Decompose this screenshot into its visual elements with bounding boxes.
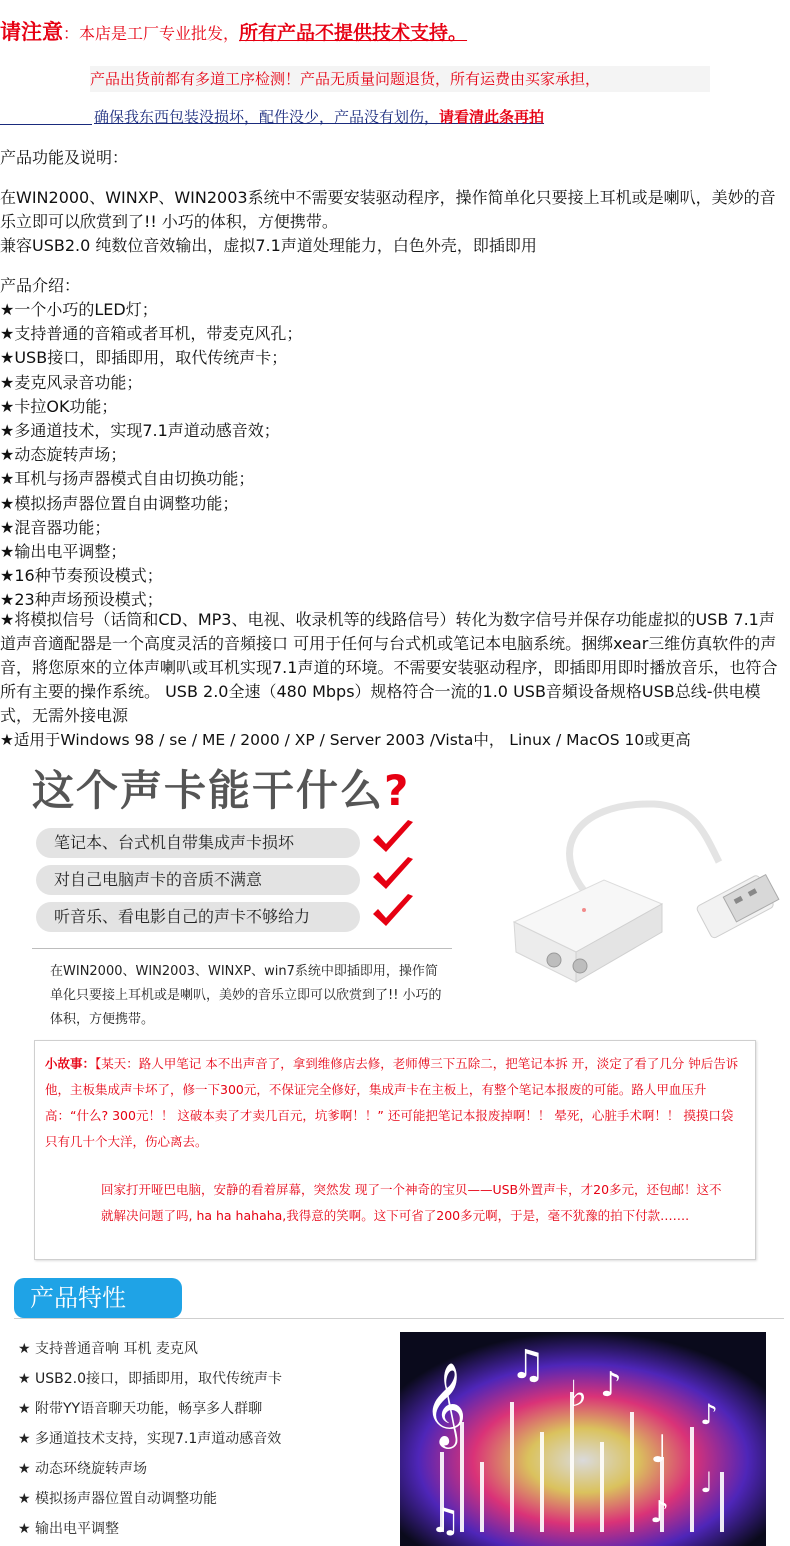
banner-description: 在WIN2000、WIN2003、WINXP、win7系统中即插即用，操作简单化只要接上耳机或是喇叭，美妙的音乐立即可以欣赏到了!! 小巧的体积，方便携带。: [50, 964, 442, 1027]
list-item: ★麦克风录音功能；: [0, 372, 143, 392]
intro-long-item: ★将模拟信号（话筒和CD、MP3、电视、收录机等的线路信号）转化为数字信号并保存功能虚拟的USB 7.1声道声音適配器是一个高度灵活的音頻接口 可用于任何与台式机或笔记本电脑系统。捆绑xear三维仿真软件的声音，將您原來的立体声喇叭或耳机实现7.1声道的环境。不需要安装驱动程序，即插即用即时播放音乐，也符合所有主要的操作系统。 USB 2.0全速（480 Mbps）规格符合一流的1.0 USB音頻设备规格USB总线-供电模式，无需外接电源: [0, 610, 778, 725]
list-item: ★模拟扬声器位置自由调整功能；: [0, 493, 239, 513]
list-item: ★ 模拟扬声器位置自动调整功能: [18, 1491, 218, 1507]
list-item: ★ USB2.0接口，即插即用，取代传统声卡: [18, 1371, 283, 1387]
notice-colon: ：: [63, 24, 80, 43]
list-item: ★ 支持普通音响 耳机 麦克风: [18, 1341, 198, 1357]
banner-product-features: [0, 1266, 790, 1546]
features-title: 产品特性: [14, 1278, 182, 1318]
features-list: [18, 1334, 378, 1544]
check-icon: [370, 855, 416, 895]
divider: [14, 1318, 784, 1319]
story-label: 小故事：: [45, 1056, 96, 1071]
benefit-pill: 笔记本、台式机自带集成声卡损坏: [36, 828, 360, 858]
svg-text:♩: ♩: [700, 1466, 714, 1499]
banner-what-it-does: [24, 752, 790, 1264]
list-item: ★ 附带YY语音聊天功能，畅享多人群聊: [18, 1401, 263, 1417]
notice-line-3-red: 请看清此条再拍: [439, 108, 545, 126]
list-item: ★USB接口，即插即用，取代传统声卡；: [0, 348, 288, 368]
story-box: [34, 1040, 756, 1260]
notice-label: 请注意: [0, 20, 63, 44]
story-paragraph-1: 小故事：【某天：路人甲笔记 本不出声音了，拿到维修店去修，老师傅三下五除二，把笔记本拆 开，淡定了看了几分 钟后告诉他，主板集成声卡坏了，修一下300元，不保证完全修好，集成声卡在主板上，有整个笔记本报废的可能。路人甲血压升高：“什么? 300元！！ 这破本卖了才卖几百元，坑爹啊！！” 还可能把笔记本报废掉啊！！ 晕死，心脏手术啊！！ 摸摸口袋只有几十个大洋，伤心离去。: [45, 1056, 739, 1149]
list-item: ★卡拉OK功能；: [0, 396, 118, 416]
svg-text:♪: ♪: [700, 1398, 718, 1431]
notice-line-2: 产品出货前都有多道工序检测！产品无质量问题退货，所有运费由买家承担，: [90, 66, 710, 92]
svg-text:♩: ♩: [650, 1427, 668, 1471]
svg-text:♫: ♫: [510, 1342, 546, 1388]
list-item: ★多通道技术，实现7.1声道动感音效；: [0, 420, 280, 440]
check-icon: [370, 892, 416, 932]
notice-warning: 所有产品不提供技术支持。: [239, 22, 468, 44]
divider: [32, 948, 452, 949]
intro-list: [0, 298, 790, 612]
question-mark: ?: [384, 766, 411, 815]
check-icon: [370, 818, 416, 858]
notice-line-1: [0, 16, 790, 50]
benefit-pill: 听音乐、看电影自己的声卡不够给力: [36, 902, 360, 932]
list-item: ★16种节奏预设模式；: [0, 566, 163, 586]
notice-intro: 本店是工厂专业批发，: [79, 24, 240, 43]
list-item: ★一个小巧的LED灯；: [0, 300, 158, 319]
notice-line-3: [0, 104, 790, 130]
banner-title: 这个声卡能干什么?: [32, 766, 411, 815]
list-item: ★ 输出电平调整: [18, 1521, 120, 1537]
svg-text:♫: ♫: [430, 1501, 461, 1541]
svg-text:♭: ♭: [570, 1374, 587, 1415]
list-item: ★ 多通道技术支持，实现7.1声道动感音效: [18, 1431, 282, 1447]
music-notes-icon: [400, 1332, 766, 1546]
intro-heading: 产品介绍：: [0, 276, 81, 295]
benefit-pill: 对自己电脑声卡的音质不满意: [36, 865, 360, 895]
list-item: ★ 动态环绕旋转声场: [18, 1461, 148, 1477]
description-heading: 产品功能及说明：: [0, 148, 129, 167]
list-item: ★混音器功能；: [0, 517, 111, 537]
list-item: ★输出电平调整；: [0, 541, 127, 561]
list-item: ★23种声场预设模式；: [0, 590, 163, 610]
svg-text:𝄞: 𝄞: [424, 1361, 467, 1445]
list-item: ★耳机与扬声器模式自由切换功能；: [0, 469, 255, 489]
description-para-1: 在WIN2000、WINXP、WIN2003系统中不需要安装驱动程序，操作简单化只要接上耳机或是喇叭，美妙的音乐立即可以欣赏到了!! 小巧的体积，方便携带。: [0, 188, 776, 231]
svg-text:♪: ♪: [650, 1495, 670, 1530]
story-paragraph-2: 回家打开哑巴电脑，安静的看着屏幕，突然发 现了一个神奇的宝贝——USB外置声卡，才20多元，还包邮！这不就解决问题了吗, ha ha hahaha,我得意的笑啊。这下可省了200多元啊，于是，毫不犹豫的拍下付款…….: [101, 1182, 722, 1223]
svg-text:♪: ♪: [600, 1365, 622, 1405]
description-para-2: 兼容USB2.0 纯数位音效输出，虚拟7.1声道处理能力，白色外壳，即插即用: [0, 236, 537, 255]
notice-underline: [0, 124, 92, 125]
list-item: ★支持普通的音箱或者耳机，带麦克风孔；: [0, 324, 303, 344]
intro-last-item: ★适用于Windows 98 / se / ME / 2000 / XP / Server 2003 /Vista中， Linux / MacOS 10或更高: [0, 731, 691, 749]
list-item: ★动态旋转声场；: [0, 445, 127, 465]
notice-line-3-blue: 确保我东西包装没损坏，配件没少，产品没有划伤，请看清此条再拍: [94, 108, 545, 126]
usb-sound-card-icon: [484, 792, 784, 992]
